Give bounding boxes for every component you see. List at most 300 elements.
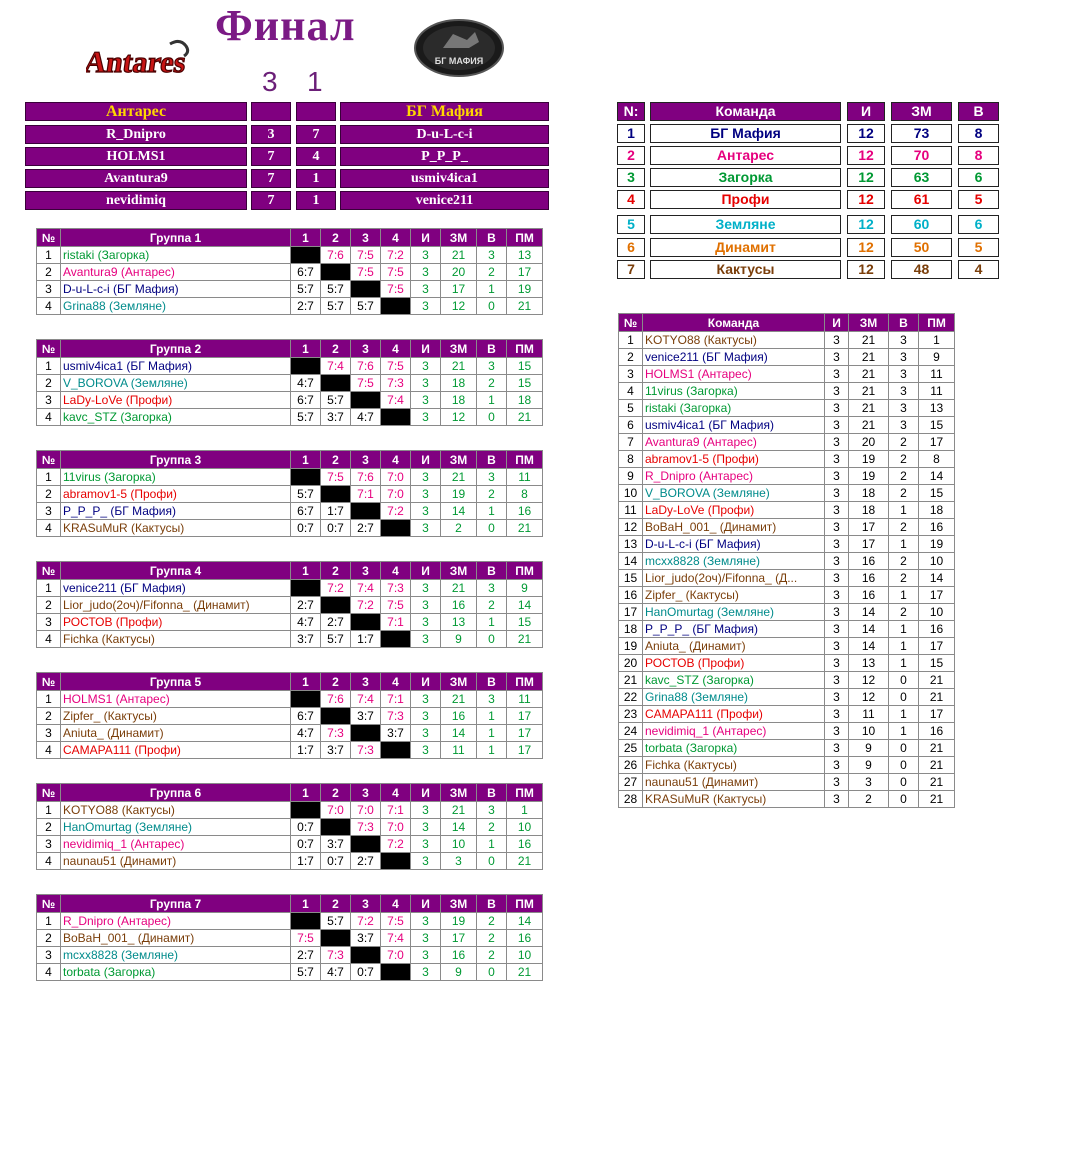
table-row — [37, 947, 543, 964]
self-match-cell — [291, 691, 321, 708]
row-number: 2 — [37, 375, 61, 392]
played-count: 3 — [825, 570, 849, 587]
match-score: 4:7 — [291, 375, 321, 392]
played-count: 3 — [411, 964, 441, 981]
player-name: HanOmurtag (Земляне) — [61, 819, 291, 836]
player-name: mcxx8828 (Земляне) — [643, 553, 825, 570]
played-count: 3 — [825, 621, 849, 638]
wins-count: 0 — [477, 853, 507, 870]
standings-rank: 3 — [617, 168, 645, 187]
standings-rank: 6 — [617, 238, 645, 257]
match-score: 1:7 — [291, 853, 321, 870]
row-number: 20 — [619, 655, 643, 672]
played-count: 3 — [825, 604, 849, 621]
self-match-cell — [321, 486, 351, 503]
standings-points: 63 — [891, 168, 952, 187]
table-row — [619, 706, 955, 723]
match-score: 7:1 — [381, 691, 411, 708]
self-match-cell — [381, 964, 411, 981]
wins-count: 3 — [889, 383, 919, 400]
match-score: 7:2 — [381, 247, 411, 264]
losses-count: 21 — [507, 520, 543, 537]
wins-count: 3 — [477, 802, 507, 819]
points-count: 16 — [849, 570, 889, 587]
points-count: 11 — [849, 706, 889, 723]
points-count: 9 — [441, 631, 477, 648]
group-header-cell: № — [37, 451, 61, 469]
standings-points: 61 — [891, 190, 952, 209]
losses-count: 18 — [919, 502, 955, 519]
table-row — [619, 519, 955, 536]
player-name: HanOmurtag (Земляне) — [643, 604, 825, 621]
standings-played: 12 — [847, 215, 885, 234]
match-score: 0:7 — [321, 853, 351, 870]
losses-count: 15 — [919, 655, 955, 672]
row-number: 3 — [619, 366, 643, 383]
losses-count: 1 — [919, 332, 955, 349]
player-left: HOLMS1 — [25, 147, 247, 166]
player-name: P_P_P_ (БГ Мафия) — [643, 621, 825, 638]
points-count: 21 — [441, 802, 477, 819]
row-number: 3 — [37, 614, 61, 631]
standings-played: 12 — [847, 146, 885, 165]
losses-count: 15 — [507, 614, 543, 631]
group-header-cell: 3 — [351, 451, 381, 469]
match-score: 5:7 — [321, 631, 351, 648]
row-number: 21 — [619, 672, 643, 689]
group-header-cell: В — [477, 562, 507, 580]
losses-count: 17 — [919, 434, 955, 451]
table-row — [37, 836, 543, 853]
match-score: 4:7 — [351, 409, 381, 426]
row-number: 3 — [37, 392, 61, 409]
self-match-cell — [351, 281, 381, 298]
score-right: 1 — [296, 169, 336, 188]
points-count: 21 — [849, 366, 889, 383]
points-count: 21 — [441, 358, 477, 375]
points-count: 16 — [441, 947, 477, 964]
table-row — [619, 366, 955, 383]
group-header-cell: 2 — [321, 562, 351, 580]
player-name: naunau51 (Динамит) — [61, 853, 291, 870]
table-row — [619, 417, 955, 434]
standings-points: 50 — [891, 238, 952, 257]
played-count: 3 — [411, 264, 441, 281]
table-row — [37, 520, 543, 537]
match-score: 3:7 — [351, 930, 381, 947]
player-name: venice211 (БГ Мафия) — [643, 349, 825, 366]
match-score: 1:7 — [351, 631, 381, 648]
group-header-cell: 2 — [321, 784, 351, 802]
overall-header-cell: В — [889, 314, 919, 332]
match-score: 5:7 — [291, 281, 321, 298]
match-score: 0:7 — [351, 964, 381, 981]
match-score: 4:7 — [291, 614, 321, 631]
played-count: 3 — [825, 366, 849, 383]
table-row — [37, 298, 543, 315]
score-left: 3 — [251, 125, 291, 144]
played-count: 3 — [411, 691, 441, 708]
group-title: Группа 2 — [61, 340, 291, 358]
table-row — [37, 281, 543, 298]
player-name: nevidimiq_1 (Антарес) — [61, 836, 291, 853]
row-number: 1 — [37, 691, 61, 708]
points-count: 14 — [849, 604, 889, 621]
player-name: torbata (Загорка) — [61, 964, 291, 981]
wins-count: 0 — [889, 774, 919, 791]
group-table — [36, 228, 543, 315]
points-count: 12 — [849, 672, 889, 689]
group-header-cell: № — [37, 229, 61, 247]
player-name: LaDy-LoVe (Профи) — [61, 392, 291, 409]
match-score: 7:0 — [321, 802, 351, 819]
played-count: 3 — [411, 614, 441, 631]
player-name: usmiv4ica1 (БГ Мафия) — [643, 417, 825, 434]
overall-header-cell: И — [825, 314, 849, 332]
played-count: 3 — [411, 819, 441, 836]
self-match-cell — [291, 358, 321, 375]
played-count: 3 — [411, 409, 441, 426]
losses-count: 13 — [919, 400, 955, 417]
points-count: 9 — [849, 740, 889, 757]
points-count: 16 — [849, 587, 889, 604]
player-name: Fichka (Кактусы) — [61, 631, 291, 648]
self-match-cell — [351, 725, 381, 742]
row-number: 4 — [37, 520, 61, 537]
player-name: nevidimiq_1 (Антарес) — [643, 723, 825, 740]
row-number: 28 — [619, 791, 643, 808]
losses-count: 16 — [919, 519, 955, 536]
played-count: 3 — [825, 400, 849, 417]
losses-count: 9 — [919, 349, 955, 366]
losses-count: 18 — [507, 392, 543, 409]
table-row — [37, 853, 543, 870]
match-score: 7:3 — [321, 725, 351, 742]
antares-logo-text: Antares — [86, 45, 189, 79]
standings-team: Загорка — [650, 168, 841, 187]
losses-count: 11 — [919, 383, 955, 400]
wins-count: 1 — [477, 614, 507, 631]
player-name: CAMAPA111 (Профи) — [643, 706, 825, 723]
losses-count: 21 — [919, 757, 955, 774]
table-row — [619, 791, 955, 808]
played-count: 3 — [825, 587, 849, 604]
overall-header-cell: Команда — [643, 314, 825, 332]
table-row — [37, 964, 543, 981]
group-header-cell: № — [37, 562, 61, 580]
row-number: 18 — [619, 621, 643, 638]
row-number: 1 — [37, 580, 61, 597]
wins-count: 1 — [889, 638, 919, 655]
played-count: 3 — [411, 298, 441, 315]
player-name: R_Dnipro (Антарес) — [61, 913, 291, 930]
points-count: 13 — [849, 655, 889, 672]
points-count: 21 — [849, 349, 889, 366]
self-match-cell — [291, 469, 321, 486]
row-number: 19 — [619, 638, 643, 655]
standings-wins: 4 — [958, 260, 999, 279]
table-row — [619, 451, 955, 468]
match-score: 3:7 — [321, 742, 351, 759]
row-number: 7 — [619, 434, 643, 451]
group-header-cell: 3 — [351, 895, 381, 913]
table-row — [619, 689, 955, 706]
wins-count: 1 — [477, 281, 507, 298]
overall-table — [618, 313, 955, 808]
series-score-left: 3 — [262, 66, 278, 97]
wins-count: 1 — [477, 836, 507, 853]
match-score: 7:2 — [381, 503, 411, 520]
row-number: 2 — [619, 349, 643, 366]
wins-count: 1 — [477, 392, 507, 409]
table-row — [619, 604, 955, 621]
played-count: 3 — [825, 740, 849, 757]
played-count: 3 — [825, 383, 849, 400]
match-score: 7:5 — [381, 264, 411, 281]
wins-count: 2 — [477, 947, 507, 964]
losses-count: 16 — [919, 621, 955, 638]
self-match-cell — [381, 298, 411, 315]
player-name: KOTYO88 (Кактусы) — [61, 802, 291, 819]
match-score: 5:7 — [321, 298, 351, 315]
played-count: 3 — [825, 774, 849, 791]
score-right: 1 — [296, 191, 336, 210]
group-header-cell: 3 — [351, 784, 381, 802]
wins-count: 0 — [889, 672, 919, 689]
match-score: 7:0 — [381, 819, 411, 836]
standings-rank: 7 — [617, 260, 645, 279]
wins-count: 0 — [889, 757, 919, 774]
match-score: 5:7 — [351, 298, 381, 315]
match-score: 3:7 — [321, 836, 351, 853]
played-count: 3 — [825, 349, 849, 366]
group-header-cell: 3 — [351, 562, 381, 580]
points-count: 10 — [441, 836, 477, 853]
player-name: 11virus (Загорка) — [61, 469, 291, 486]
standings-wins: 8 — [958, 146, 999, 165]
points-count: 9 — [441, 964, 477, 981]
table-row — [37, 631, 543, 648]
player-name: D-u-L-c-i (БГ Мафия) — [61, 281, 291, 298]
wins-count: 1 — [889, 502, 919, 519]
overall-header-cell: ПМ — [919, 314, 955, 332]
group-table — [36, 672, 543, 759]
player-name: Zipfer_ (Кактусы) — [643, 587, 825, 604]
row-number: 6 — [619, 417, 643, 434]
points-count: 9 — [849, 757, 889, 774]
played-count: 3 — [411, 503, 441, 520]
played-count: 3 — [411, 358, 441, 375]
table-row — [619, 553, 955, 570]
score-left: 7 — [251, 147, 291, 166]
group-header-cell: В — [477, 229, 507, 247]
played-count: 3 — [825, 757, 849, 774]
group-title: Группа 5 — [61, 673, 291, 691]
losses-count: 16 — [507, 836, 543, 853]
losses-count: 8 — [507, 486, 543, 503]
table-row — [619, 740, 955, 757]
group-header-cell: 1 — [291, 340, 321, 358]
table-row — [37, 725, 543, 742]
wins-count: 1 — [889, 536, 919, 553]
match-score: 7:3 — [321, 947, 351, 964]
standings-header-cell: ЗМ — [891, 102, 952, 121]
player-right: usmiv4ica1 — [340, 169, 549, 188]
wins-count: 3 — [477, 358, 507, 375]
match-score: 7:2 — [321, 580, 351, 597]
wins-count: 2 — [477, 819, 507, 836]
score-right: 7 — [296, 125, 336, 144]
wins-count: 1 — [477, 742, 507, 759]
table-row — [37, 708, 543, 725]
wins-count: 0 — [889, 791, 919, 808]
table-row — [619, 468, 955, 485]
wins-count: 2 — [889, 604, 919, 621]
match-score: 7:1 — [381, 802, 411, 819]
group-header-cell: 4 — [381, 895, 411, 913]
row-number: 23 — [619, 706, 643, 723]
group-header-cell: И — [411, 229, 441, 247]
wins-count: 0 — [477, 631, 507, 648]
points-count: 17 — [441, 930, 477, 947]
player-name: abramov1-5 (Профи) — [643, 451, 825, 468]
match-score: 7:4 — [381, 930, 411, 947]
losses-count: 10 — [507, 947, 543, 964]
player-name: KRASuMuR (Кактусы) — [643, 791, 825, 808]
group-header-cell: И — [411, 784, 441, 802]
wins-count: 2 — [889, 553, 919, 570]
played-count: 3 — [825, 502, 849, 519]
match-score: 7:4 — [381, 392, 411, 409]
row-number: 2 — [37, 486, 61, 503]
points-count: 18 — [849, 485, 889, 502]
standings-points: 48 — [891, 260, 952, 279]
row-number: 1 — [37, 802, 61, 819]
losses-count: 1 — [507, 802, 543, 819]
player-name: R_Dnipro (Антарес) — [643, 468, 825, 485]
group-header-cell: 2 — [321, 673, 351, 691]
losses-count: 14 — [507, 913, 543, 930]
match-score: 0:7 — [321, 520, 351, 537]
standings-header-cell: N: — [617, 102, 645, 121]
match-score: 7:5 — [381, 281, 411, 298]
row-number: 15 — [619, 570, 643, 587]
row-number: 25 — [619, 740, 643, 757]
losses-count: 10 — [919, 553, 955, 570]
player-name: ristaki (Загорка) — [643, 400, 825, 417]
page-title: Финал — [215, 1, 356, 50]
losses-count: 17 — [919, 638, 955, 655]
wins-count: 0 — [477, 298, 507, 315]
table-row — [619, 570, 955, 587]
played-count: 3 — [825, 451, 849, 468]
standings-rank: 2 — [617, 146, 645, 165]
self-match-cell — [291, 247, 321, 264]
player-name: P_P_P_ (БГ Мафия) — [61, 503, 291, 520]
match-score: 5:7 — [321, 913, 351, 930]
losses-count: 8 — [919, 451, 955, 468]
row-number: 11 — [619, 502, 643, 519]
group-header-cell: 2 — [321, 451, 351, 469]
match-score: 5:7 — [291, 409, 321, 426]
row-number: 2 — [37, 597, 61, 614]
player-left: R_Dnipro — [25, 125, 247, 144]
match-score: 2:7 — [291, 597, 321, 614]
wins-count: 2 — [889, 434, 919, 451]
player-name: LaDy-LoVe (Профи) — [643, 502, 825, 519]
table-row — [619, 672, 955, 689]
player-name: venice211 (БГ Мафия) — [61, 580, 291, 597]
self-match-cell — [321, 597, 351, 614]
table-row — [619, 349, 955, 366]
row-number: 4 — [37, 853, 61, 870]
row-number: 27 — [619, 774, 643, 791]
played-count: 3 — [825, 468, 849, 485]
row-number: 4 — [37, 409, 61, 426]
match-score: 0:7 — [291, 836, 321, 853]
group-header-cell: № — [37, 784, 61, 802]
player-name: Aniuta_ (Динамит) — [643, 638, 825, 655]
played-count: 3 — [825, 791, 849, 808]
match-score: 0:7 — [291, 520, 321, 537]
table-row — [37, 819, 543, 836]
wins-count: 2 — [477, 375, 507, 392]
losses-count: 21 — [507, 964, 543, 981]
group-title: Группа 6 — [61, 784, 291, 802]
points-count: 21 — [441, 580, 477, 597]
match-score: 7:0 — [381, 947, 411, 964]
played-count: 3 — [825, 536, 849, 553]
table-row — [37, 358, 543, 375]
player-right: D-u-L-c-i — [340, 125, 549, 144]
played-count: 3 — [825, 638, 849, 655]
losses-count: 16 — [507, 930, 543, 947]
table-row — [619, 587, 955, 604]
standings-team: Земляне — [650, 215, 841, 234]
played-count: 3 — [411, 725, 441, 742]
points-count: 12 — [441, 298, 477, 315]
match-score: 4:7 — [291, 725, 321, 742]
played-count: 3 — [411, 469, 441, 486]
match-score: 7:0 — [381, 486, 411, 503]
points-count: 21 — [441, 247, 477, 264]
match-score: 7:6 — [351, 358, 381, 375]
standings-played: 12 — [847, 238, 885, 257]
group-table — [36, 783, 543, 870]
player-name: kavc_STZ (Загорка) — [643, 672, 825, 689]
standings-rank: 4 — [617, 190, 645, 209]
match-score: 7:3 — [351, 742, 381, 759]
table-row — [37, 375, 543, 392]
points-count: 16 — [441, 708, 477, 725]
match-score: 3:7 — [321, 409, 351, 426]
played-count: 3 — [411, 708, 441, 725]
row-number: 22 — [619, 689, 643, 706]
row-number: 26 — [619, 757, 643, 774]
points-count: 18 — [441, 392, 477, 409]
losses-count: 17 — [507, 264, 543, 281]
wins-count: 1 — [889, 706, 919, 723]
score-header-cell — [296, 102, 336, 121]
table-row — [619, 332, 955, 349]
played-count: 3 — [825, 672, 849, 689]
player-name: РОСТОВ (Профи) — [61, 614, 291, 631]
self-match-cell — [381, 742, 411, 759]
player-name: Avantura9 (Антарес) — [643, 434, 825, 451]
standings-rank: 5 — [617, 215, 645, 234]
played-count: 3 — [411, 392, 441, 409]
table-row — [37, 580, 543, 597]
